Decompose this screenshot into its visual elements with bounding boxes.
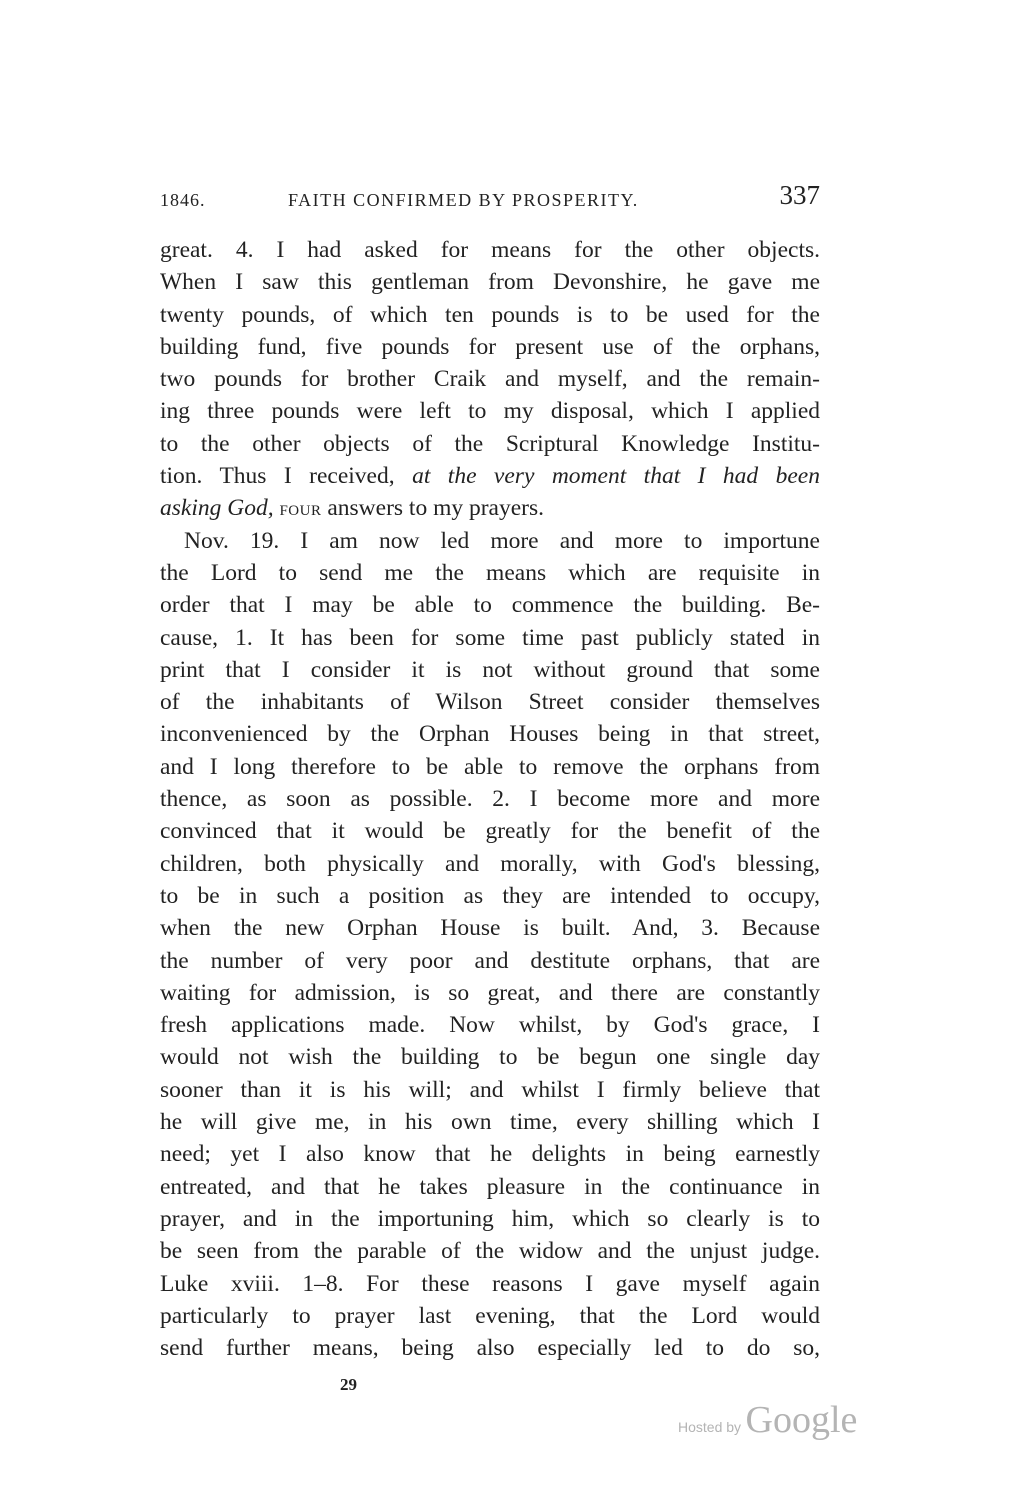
line-text: When I saw this gentleman from Devonshire, he gave me (160, 269, 820, 296)
text-line (160, 1106, 820, 1138)
google-watermark (678, 1398, 857, 1442)
line-text: Nov. 19. I am now led more and more to importune (184, 527, 820, 554)
page-number: 337 (779, 180, 820, 210)
text-line (160, 1300, 820, 1332)
line-text: to the other objects of the Scriptural Knowledge Institu- (160, 430, 820, 457)
line-text: need; yet I also know that he delights in being earnestly (160, 1141, 820, 1168)
text-line (160, 880, 820, 912)
line-text: be seen from the parable of the widow and the unjust judge. (160, 1238, 820, 1265)
line-text: prayer, and in the importuning him, which so clearly is to (160, 1205, 820, 1232)
google-logo-text: Google (745, 1399, 858, 1441)
line-text: of the inhabitants of Wilson Street consider themselves (160, 689, 820, 716)
small-caps-text: four (279, 496, 322, 521)
line-text: waiting for admission, is so great, and there are constantly (160, 979, 820, 1006)
text-line (160, 912, 820, 944)
signature-mark: 29 (340, 1375, 357, 1394)
text-line (160, 1171, 820, 1203)
line-text: print that I consider it is not without ground that some (160, 656, 820, 683)
header-year: 1846. (160, 190, 206, 210)
line-text: great. 4. I had asked for means for the other objects. (160, 237, 820, 263)
line-text: and I long therefore to be able to remove the orphans from (160, 753, 820, 780)
line-text: building fund, five pounds for present use of the orphans, (160, 333, 820, 360)
line-text: send further means, being also especially led to do so, (160, 1335, 820, 1362)
line-text: ing three pounds were left to my disposal, which I applied (160, 398, 820, 425)
text-line (160, 1009, 820, 1041)
text-line (160, 622, 820, 654)
line-text: the Lord to send me the means which are requisite in (160, 559, 820, 586)
line-text: twenty pounds, of which ten pounds is to be used for the (160, 301, 820, 328)
text-line (160, 589, 820, 621)
text-line (160, 945, 820, 977)
text-line (160, 428, 820, 460)
line-text: children, both physically and morally, with God's blessing, (160, 850, 820, 877)
running-header (160, 180, 820, 214)
line-text: tion. Thus I received, (160, 463, 413, 490)
text-line (160, 686, 820, 718)
text-line (160, 1332, 820, 1364)
text-line (160, 783, 820, 815)
text-line (160, 1235, 820, 1267)
text-line (160, 815, 820, 847)
text-line (160, 848, 820, 880)
line-text: two pounds for brother Craik and myself, and the remain- (160, 366, 820, 393)
line-text: sooner than it is his will; and whilst I firmly believe that (160, 1076, 820, 1103)
text-line (160, 1268, 820, 1300)
text-line (160, 977, 820, 1009)
text-line (160, 1074, 820, 1106)
line-text: convinced that it would be greatly for the benefit of the (160, 818, 820, 845)
line-text: Luke xviii. 1–8. For these reasons I gave myself again (160, 1270, 820, 1297)
line-text: thence, as soon as possible. 2. I become more and more (160, 786, 820, 813)
line-text: when the new Orphan House is built. And, 3. Because (160, 915, 820, 942)
text-line (160, 1138, 820, 1170)
text-line (160, 266, 820, 298)
text-line (160, 557, 820, 589)
text-line (160, 1203, 820, 1235)
body-text (160, 234, 820, 1364)
line-text: entreated, and that he takes pleasure in the continuance in (160, 1173, 820, 1200)
line-text: answers to my prayers. (327, 495, 545, 522)
line-text: inconvenienced by the Orphan Houses being in that street, (160, 721, 820, 748)
line-text: fresh applications made. Now whilst, by God's grace, I (160, 1012, 820, 1039)
text-line (160, 751, 820, 783)
text-line (160, 395, 820, 427)
hosted-by-text: Hosted by (678, 1419, 742, 1435)
text-line (160, 492, 820, 524)
line-text: particularly to prayer last evening, that the Lord would (160, 1302, 820, 1329)
italic-text: at the very moment that I had been (412, 463, 820, 490)
line-text: the number of very poor and destitute orphans, that are (160, 947, 820, 974)
text-line (160, 363, 820, 395)
text-line (160, 1041, 820, 1073)
text-line (160, 460, 820, 492)
text-line (160, 525, 820, 557)
running-title: FAITH CONFIRMED BY PROSPERITY. (288, 190, 639, 210)
line-text: he will give me, in his own time, every shilling which I (160, 1109, 820, 1136)
text-line (160, 234, 820, 266)
italic-text: asking God, (160, 495, 274, 522)
text-line (160, 299, 820, 331)
line-text: order that I may be able to commence the building. Be- (160, 592, 820, 619)
text-line (160, 718, 820, 750)
line-text: would not wish the building to be begun one single day (160, 1044, 820, 1071)
text-line (160, 331, 820, 363)
line-text: cause, 1. It has been for some time past publicly stated in (160, 624, 820, 651)
text-line (160, 654, 820, 686)
line-text: to be in such a position as they are intended to occupy, (160, 882, 820, 909)
